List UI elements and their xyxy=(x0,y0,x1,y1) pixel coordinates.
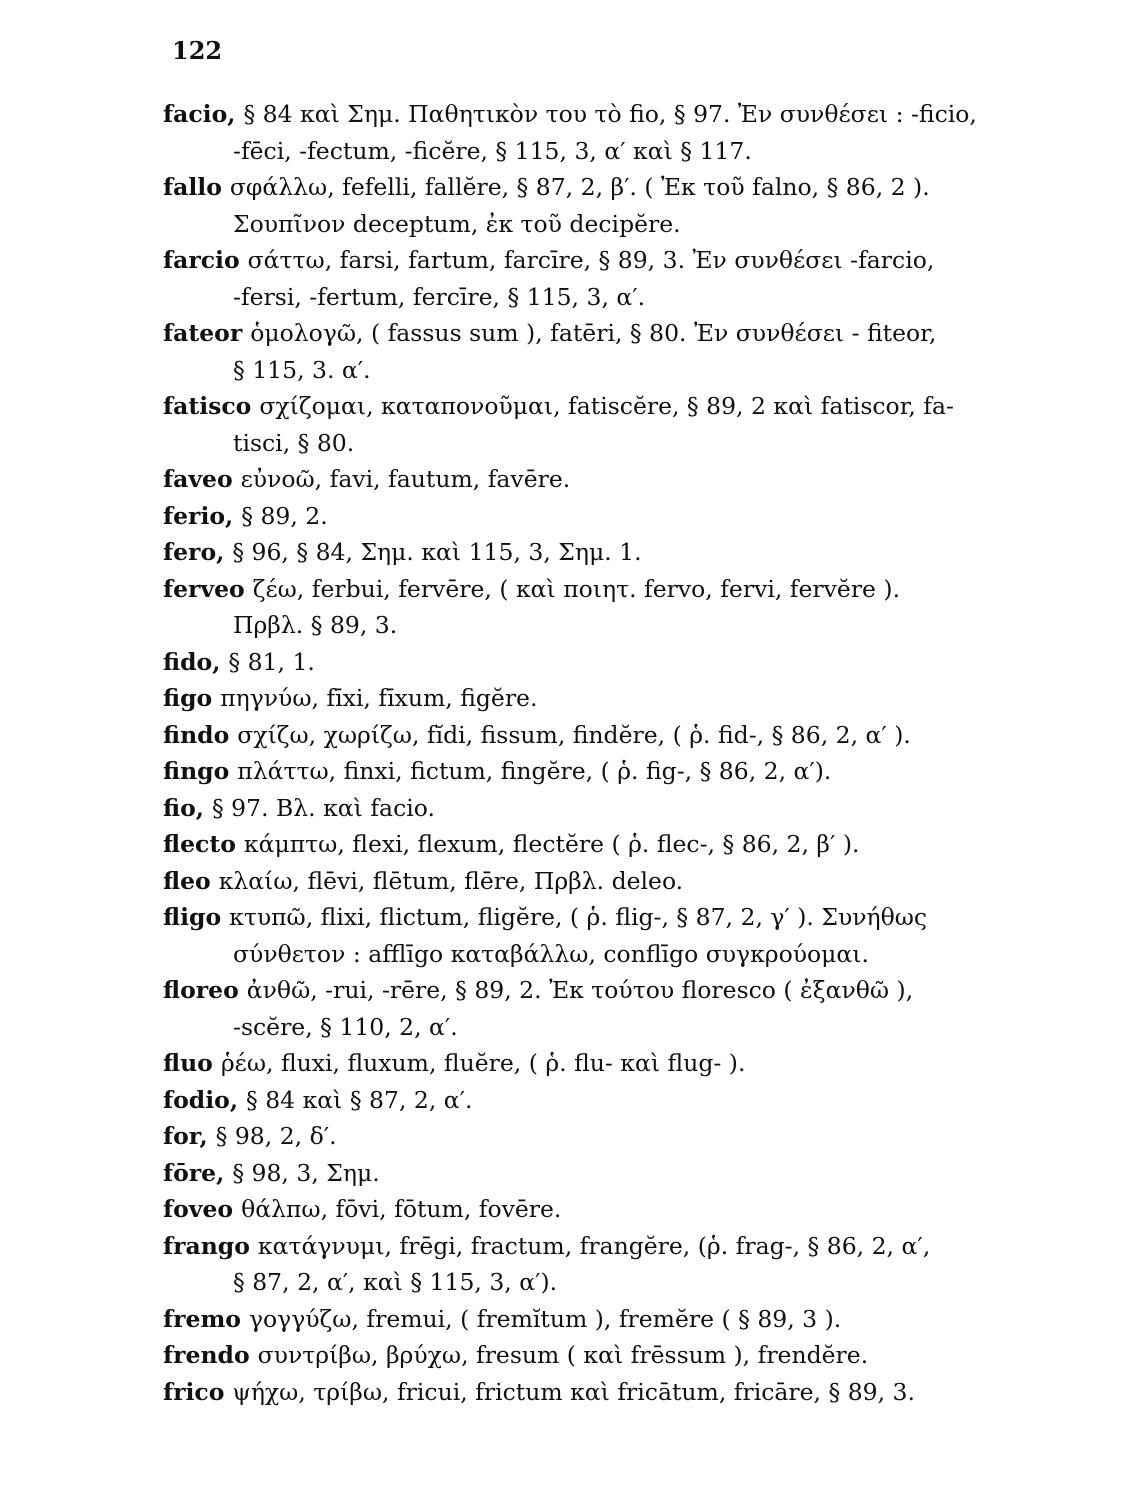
entry-first-line xyxy=(163,1337,1093,1374)
entry-first-line xyxy=(163,1191,1093,1228)
entry-first-line xyxy=(163,242,1093,279)
entry-text: σχίζω, χωρίζω, fĭdi, fissum, findĕre, ( ῥ. fid-, § 86, 2, α′ ). xyxy=(237,720,911,749)
entry-headword: flecto xyxy=(163,830,236,858)
entry-first-line xyxy=(163,1374,1093,1411)
entry-text: ἀνθῶ, -rui, -rēre, § 89, 2. Ἐκ τούτου floresco ( ἐξανθῶ ), xyxy=(246,976,914,1004)
entry-first-line xyxy=(163,498,1093,535)
entry-first-line xyxy=(163,1082,1093,1119)
entry-headword: fingo xyxy=(163,757,230,785)
entry-first-line xyxy=(163,790,1093,827)
entry-text: § 81, 1. xyxy=(228,647,315,676)
entry-continuation-line xyxy=(163,133,1093,170)
entry-text: § 96, § 84, Σημ. καὶ 115, 3, Σημ. 1. xyxy=(232,538,642,566)
entry-text: -scĕre, § 110, 2, α′. xyxy=(233,1012,458,1041)
entry-first-line xyxy=(163,1118,1093,1155)
dictionary-entry xyxy=(163,534,1093,571)
entry-text: κατάγνυμι, frēgi, fractum, frangĕre, (ῥ. frag-, § 86, 2, α′, xyxy=(257,1231,931,1260)
entry-text: σάττω, farsi, fartum, farcīre, § 89, 3. Ἐν συνθέσει -farcio, xyxy=(247,246,935,274)
dictionary-entry xyxy=(163,863,1093,900)
entry-headword: fligo xyxy=(163,903,222,931)
entry-first-line xyxy=(163,863,1093,900)
dictionary-entry xyxy=(163,96,1093,169)
entry-headword: fluo xyxy=(163,1049,213,1077)
entry-headword: fallo xyxy=(163,173,222,201)
entry-text: ὁμολογῶ, ( fassus sum ), fatēri, § 80. Ἐν συνθέσει - fiteor, xyxy=(250,319,937,347)
entry-continuation-line xyxy=(163,607,1093,644)
entry-headword: fōre, xyxy=(163,1158,225,1187)
entry-text: § 84 καὶ Σημ. Παθητικὸν του τὸ fio, § 97. Ἐν συνθέσει : -ficio, xyxy=(243,100,977,128)
entry-text: Πρβλ. § 89, 3. xyxy=(233,611,398,639)
dictionary-entry xyxy=(163,1301,1093,1338)
entry-text: πηγνύω, fīxi, fīxum, figĕre. xyxy=(220,684,538,712)
entry-headword: fodio, xyxy=(163,1085,238,1114)
entry-text: γογγύζω, fremui, ( fremĭtum ), fremĕre ( § 89, 3 ). xyxy=(248,1304,842,1333)
entry-text: κτυπῶ, flixi, flictum, fligĕre, ( ῥ. flig-, § 87, 2, γ′ ). Συνήθως xyxy=(229,903,928,931)
entry-first-line xyxy=(163,534,1093,571)
dictionary-entry xyxy=(163,644,1093,681)
entry-headword: farcio xyxy=(163,246,240,274)
entry-first-line xyxy=(163,1301,1093,1338)
entry-headword: foveo xyxy=(163,1195,234,1223)
dictionary-entry xyxy=(163,826,1093,863)
entry-text: ζέω, ferbui, fervēre, ( καὶ ποιητ. fervo, fervi, fervĕre ). xyxy=(252,574,901,603)
entry-text: πλάττω, finxi, fictum, fingĕre, ( ῥ. fig-, § 86, 2, α′). xyxy=(237,757,832,785)
dictionary-entry xyxy=(163,790,1093,827)
entry-text: θάλπω, fōvi, fōtum, fovēre. xyxy=(241,1195,562,1223)
dictionary-entry xyxy=(163,899,1093,972)
entry-headword: fremo xyxy=(163,1304,241,1333)
entry-text: σύνθετον : afflīgo καταβάλλω, conflīgo συγκρούομαι. xyxy=(233,939,869,968)
entry-first-line xyxy=(163,753,1093,790)
entry-text: κλαίω, flēvi, flētum, flēre, Πρβλ. deleo. xyxy=(218,866,684,895)
dictionary-entries xyxy=(163,96,1093,1410)
entry-text: § 98, 3, Σημ. xyxy=(232,1158,380,1187)
entry-first-line xyxy=(163,717,1093,754)
entry-headword: fero, xyxy=(163,538,225,566)
entry-first-line xyxy=(163,972,1093,1009)
entry-headword: faveo xyxy=(163,465,233,493)
entry-text: σφάλλω, fefelli, fallĕre, § 87, 2, β′. ( Ἐκ τοῦ falno, § 86, 2 ). xyxy=(229,173,930,201)
entry-continuation-line xyxy=(163,425,1093,462)
entry-text: κάμπτω, flexi, flexum, flectĕre ( ῥ. flec-, § 86, 2, β′ ). xyxy=(243,830,860,858)
entry-first-line xyxy=(163,1155,1093,1192)
entry-continuation-line xyxy=(163,279,1093,316)
entry-text: ψήχω, τρίβω, fricui, frictum καὶ fricātum, fricāre, § 89, 3. xyxy=(232,1377,915,1406)
entry-first-line xyxy=(163,169,1093,206)
entry-text: συντρίβω, βρύχω, fresum ( καὶ frēssum ), frendĕre. xyxy=(257,1341,869,1369)
entry-continuation-line xyxy=(163,936,1093,973)
dictionary-entry xyxy=(163,1155,1093,1192)
dictionary-entry xyxy=(163,753,1093,790)
entry-headword: for, xyxy=(163,1122,208,1150)
entry-first-line xyxy=(163,826,1093,863)
dictionary-entry xyxy=(163,717,1093,754)
dictionary-entry xyxy=(163,1228,1093,1301)
entry-text: § 84 καὶ § 87, 2, α′. xyxy=(246,1085,473,1114)
entry-first-line xyxy=(163,899,1093,936)
entry-continuation-line xyxy=(163,206,1093,243)
entry-text: ῥέω, fluxi, fluxum, fluĕre, ( ῥ. flu- καὶ flug- ). xyxy=(220,1049,746,1077)
entry-first-line xyxy=(163,315,1093,352)
entry-text: tisci, § 80. xyxy=(233,428,355,457)
entry-headword: fio, xyxy=(163,793,204,822)
dictionary-entry xyxy=(163,680,1093,717)
entry-first-line xyxy=(163,1228,1093,1265)
entry-headword: ferveo xyxy=(163,574,245,603)
entry-headword: frico xyxy=(163,1377,225,1406)
dictionary-entry xyxy=(163,1045,1093,1082)
entry-headword: facio, xyxy=(163,100,236,128)
dictionary-entry xyxy=(163,1118,1093,1155)
dictionary-entry xyxy=(163,388,1093,461)
entry-text: εὐνοῶ, favi, fautum, favēre. xyxy=(240,465,571,493)
entry-text: § 87, 2, α′, καὶ § 115, 3, α′). xyxy=(233,1268,558,1296)
entry-headword: figo xyxy=(163,684,213,712)
entry-first-line xyxy=(163,461,1093,498)
dictionary-entry xyxy=(163,1374,1093,1411)
entry-first-line xyxy=(163,1045,1093,1082)
entry-first-line xyxy=(163,96,1093,133)
entry-first-line xyxy=(163,644,1093,681)
page-number: 122 xyxy=(172,36,223,65)
entry-headword: fatisco xyxy=(163,392,252,420)
entry-headword: ferio, xyxy=(163,501,234,530)
dictionary-entry xyxy=(163,242,1093,315)
entry-text: § 89, 2. xyxy=(241,501,328,530)
entry-first-line xyxy=(163,388,1093,425)
entry-headword: fido, xyxy=(163,647,221,676)
entry-text: -fersi, -fertum, fercīre, § 115, 3, α′. xyxy=(233,282,646,311)
entry-headword: fleo xyxy=(163,866,211,895)
entry-text: -fēci, -fectum, -ficĕre, § 115, 3, α′ καὶ § 117. xyxy=(233,136,752,165)
dictionary-entry xyxy=(163,1082,1093,1119)
entry-first-line xyxy=(163,680,1093,717)
entry-text: § 115, 3. α′. xyxy=(233,355,371,384)
dictionary-entry xyxy=(163,972,1093,1045)
dictionary-entry xyxy=(163,498,1093,535)
entry-headword: frendo xyxy=(163,1341,250,1369)
dictionary-entry xyxy=(163,571,1093,644)
dictionary-entry xyxy=(163,169,1093,242)
entry-text: Σουπῖνον deceptum, ἐκ τοῦ decipĕre. xyxy=(233,209,681,238)
entry-first-line xyxy=(163,571,1093,608)
entry-headword: findo xyxy=(163,720,230,749)
dictionary-entry xyxy=(163,1191,1093,1228)
entry-headword: frango xyxy=(163,1231,250,1260)
entry-text: § 98, 2, δ′. xyxy=(215,1122,337,1150)
entry-headword: floreo xyxy=(163,976,239,1004)
dictionary-entry xyxy=(163,1337,1093,1374)
entry-text: σχίζομαι, καταπονοῦμαι, fatiscĕre, § 89, 2 καὶ fatiscor, fa- xyxy=(259,392,954,420)
entry-continuation-line xyxy=(163,1009,1093,1046)
entry-continuation-line xyxy=(163,1264,1093,1301)
entry-text: § 97. Βλ. καὶ facio. xyxy=(211,793,435,822)
entry-continuation-line xyxy=(163,352,1093,389)
dictionary-entry xyxy=(163,315,1093,388)
entry-headword: fateor xyxy=(163,319,243,347)
dictionary-entry xyxy=(163,461,1093,498)
